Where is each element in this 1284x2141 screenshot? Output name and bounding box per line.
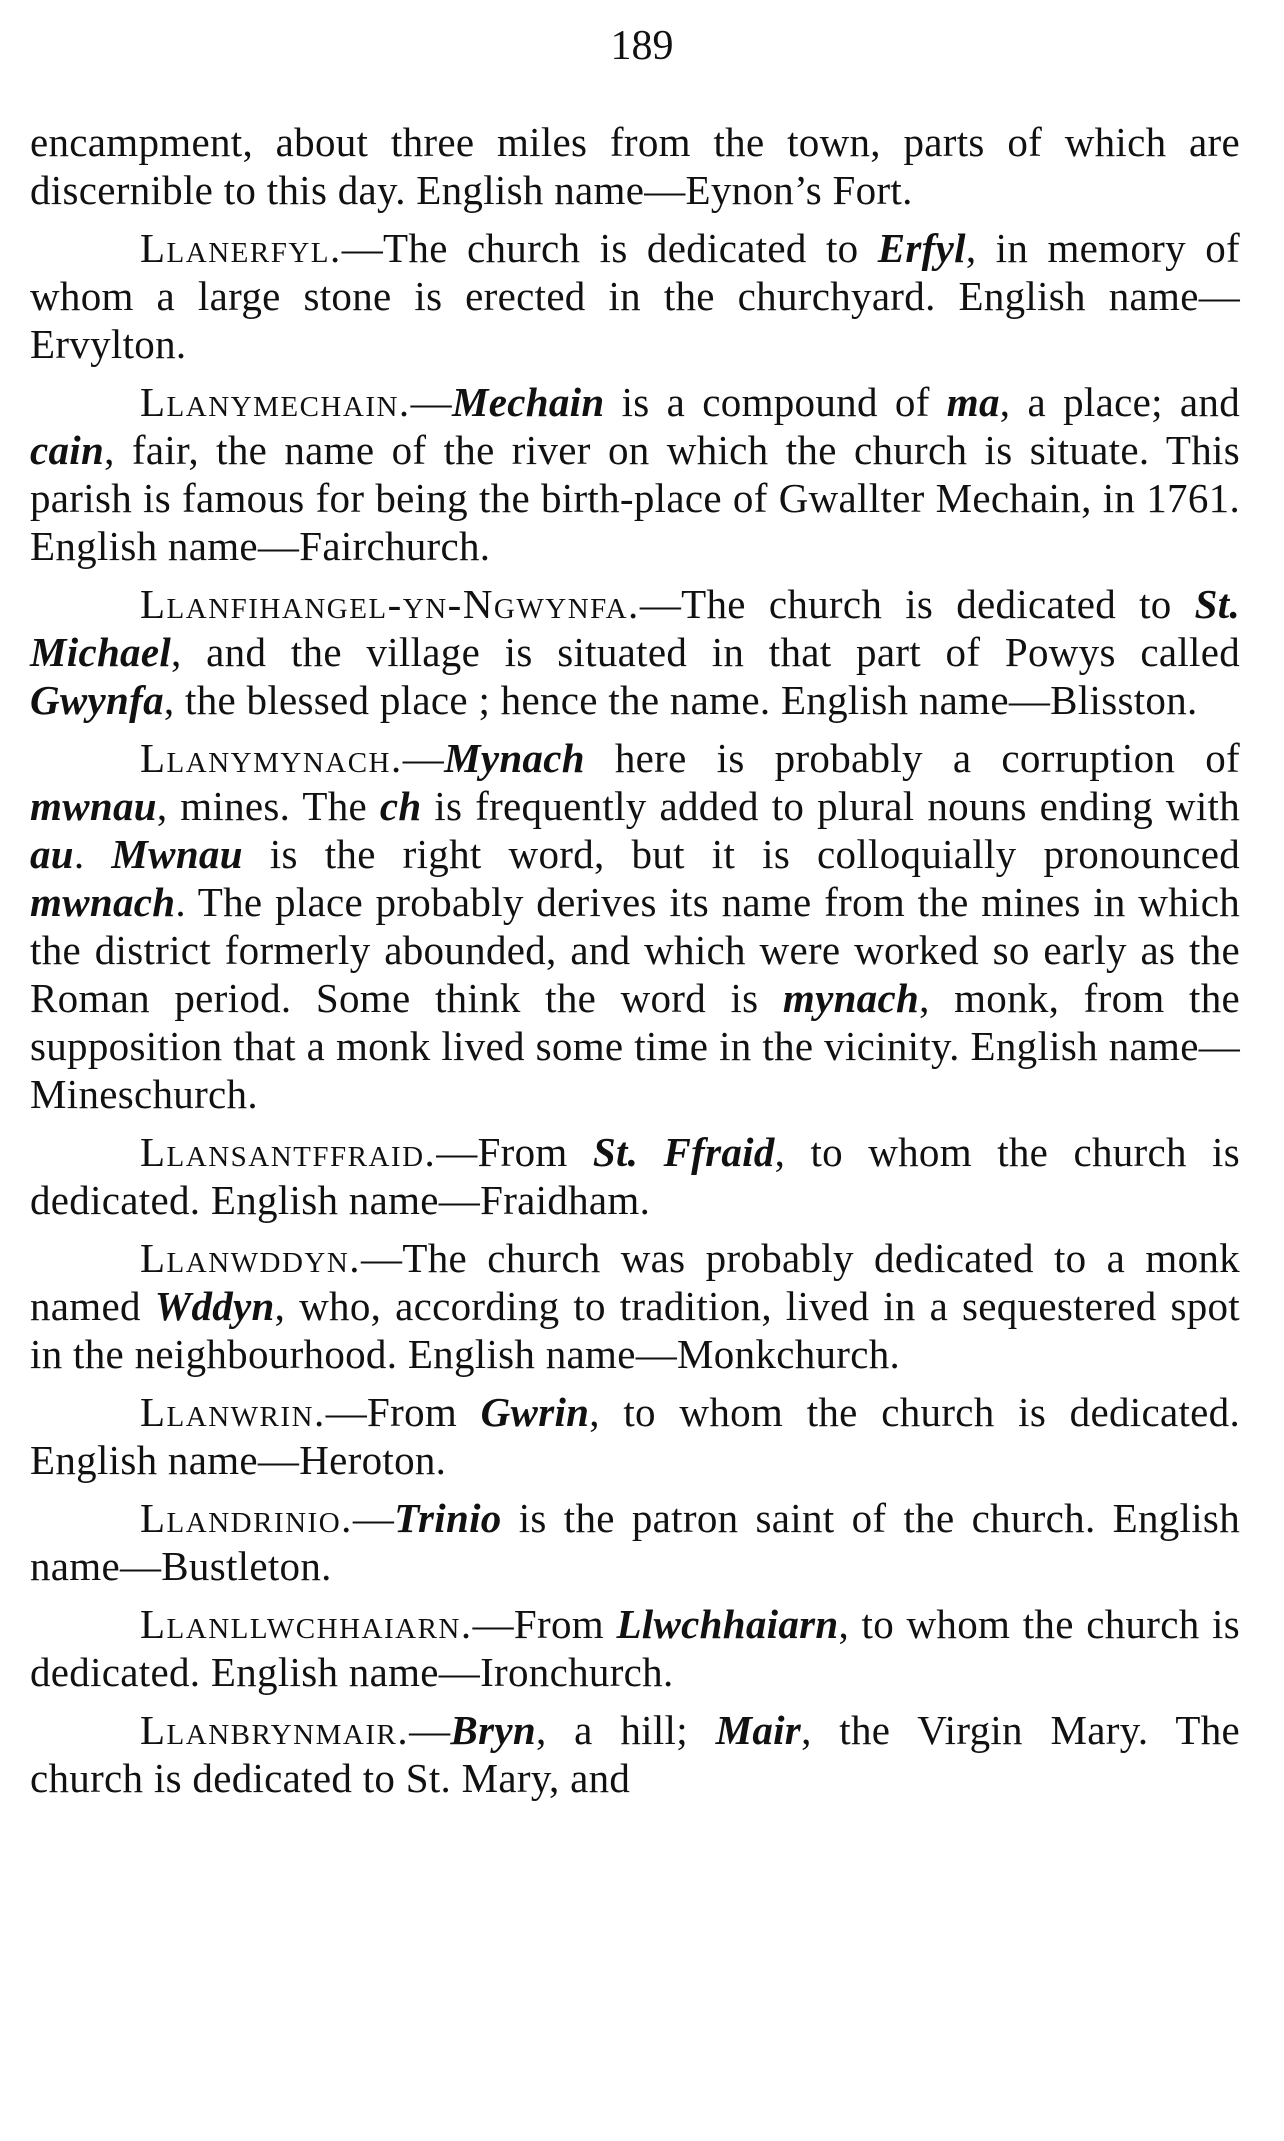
entry-headword: Llanwddyn. [140,1235,362,1281]
italic-term: mynach [782,975,920,1021]
italic-term: mwnau [30,783,157,829]
text-run: here is probably a corruption of [584,735,1240,781]
entry-paragraph [30,1388,1240,1484]
text-run: , monk, from the supposition that a monk lived some time in the vicinity. English name—Mineschurch. [30,975,1240,1117]
italic-term: St. Michael [30,581,1240,675]
text-run: —The church is dedicated to [639,581,1195,627]
entry-headword: Llanwrin. [140,1389,326,1435]
entry-headword: Llanerfyl. [140,225,342,271]
italic-term: Mechain [451,379,605,425]
text-run: , to whom the church is dedicated. English name—Heroton. [30,1389,1240,1483]
text-run: . [73,831,112,877]
text-run: , the blessed place ; hence the name. English name—Blisston. [163,677,1198,723]
text-run: is a compound of [604,379,947,425]
entry-headword: Llanllwchhaiarn. [140,1601,473,1647]
italic-term: Llwchhaiarn [616,1601,839,1647]
body-text [30,118,1240,1812]
italic-term: ch [379,783,422,829]
italic-term: Mair [715,1707,802,1753]
entry-paragraph [30,378,1240,570]
text-run: —From [436,1129,593,1175]
entry-headword: Llanfihangel-yn-Ngwynfa. [140,581,640,627]
italic-term: au [30,831,74,877]
entry-paragraph [30,1494,1240,1590]
text-run: , to whom the church is dedicated. English name—Fraidham. [30,1129,1241,1223]
text-run: , who, according to tradition, lived in a sequestered spot in the neighbourhood. English name—Monkchurch. [30,1283,1240,1377]
italic-term: ma [946,379,1000,425]
entry-paragraph [30,224,1240,368]
text-run: , the Virgin Mary. The church is dedicated to St. Mary, and [30,1707,1240,1801]
italic-term: cain [30,427,105,473]
text-run: is the patron saint of the church. English name—Bustleton. [30,1495,1240,1589]
italic-term: Wddyn [154,1283,275,1329]
entry-paragraph [30,1234,1240,1378]
text-run: is frequently added to plural nouns ending with [421,783,1240,829]
entry-paragraph [30,580,1240,724]
entry-headword: Llandrinio. [140,1495,353,1541]
text-run: —The church was probably dedicated to a monk named [30,1235,1240,1329]
entry-headword: Llansantffraid. [140,1129,437,1175]
text-run: —From [472,1601,617,1647]
entry-paragraph [30,1706,1240,1802]
entry-headword: Llanymechain. [140,379,411,425]
text-run: . The place probably derives its name from the mines in which the district formerly abounded, and which were worked so early as the Roman period. Some think the word is [30,879,1240,1021]
entry-paragraph [30,1128,1240,1224]
italic-term: Mwnau [111,831,243,877]
text-run: — [409,1707,451,1753]
text-run: , a place; and [999,379,1240,425]
text-run: — [410,379,452,425]
entry-headword: Llanbrynmair. [140,1707,410,1753]
text-run: encampment, about three miles from the town, parts of which are discernible to this day. English name—Eynon’s Fort. [30,119,1240,213]
italic-term: St. Ffraid [592,1129,775,1175]
entry-headword: Llanymynach. [140,735,403,781]
entry-paragraph [30,734,1240,1118]
text-run: , to whom the church is dedicated. English name—Ironchurch. [30,1601,1240,1695]
page-number: 189 [610,23,674,69]
text-run: , fair, the name of the river on which the church is situate. This parish is famous for being the birth-place of Gwallter Mechain, in 1761. English name—Fairchurch. [30,427,1240,569]
text-run: —From [325,1389,481,1435]
italic-term: mwnach [30,879,176,925]
entry-paragraph [30,118,1240,214]
text-run: —The church is dedicated to [341,225,878,271]
italic-term: Trinio [394,1495,502,1541]
text-run: — [352,1495,395,1541]
text-run: , in memory of whom a large stone is erected in the churchyard. English name—Ervylton. [30,225,1240,367]
text-run: — [402,735,445,781]
italic-term: Erfyl [877,225,966,271]
italic-term: Gwynfa [30,677,164,723]
text-run: is the right word, but it is colloquially pronounced [242,831,1240,877]
italic-term: Mynach [444,735,585,781]
italic-term: Bryn [450,1707,536,1753]
text-run: , mines. The [156,783,380,829]
italic-term: Gwrin [480,1389,590,1435]
text-run: , and the village is situated in that part of Powys called [171,629,1240,675]
text-run: , a hill; [535,1707,716,1753]
entry-paragraph [30,1600,1240,1696]
